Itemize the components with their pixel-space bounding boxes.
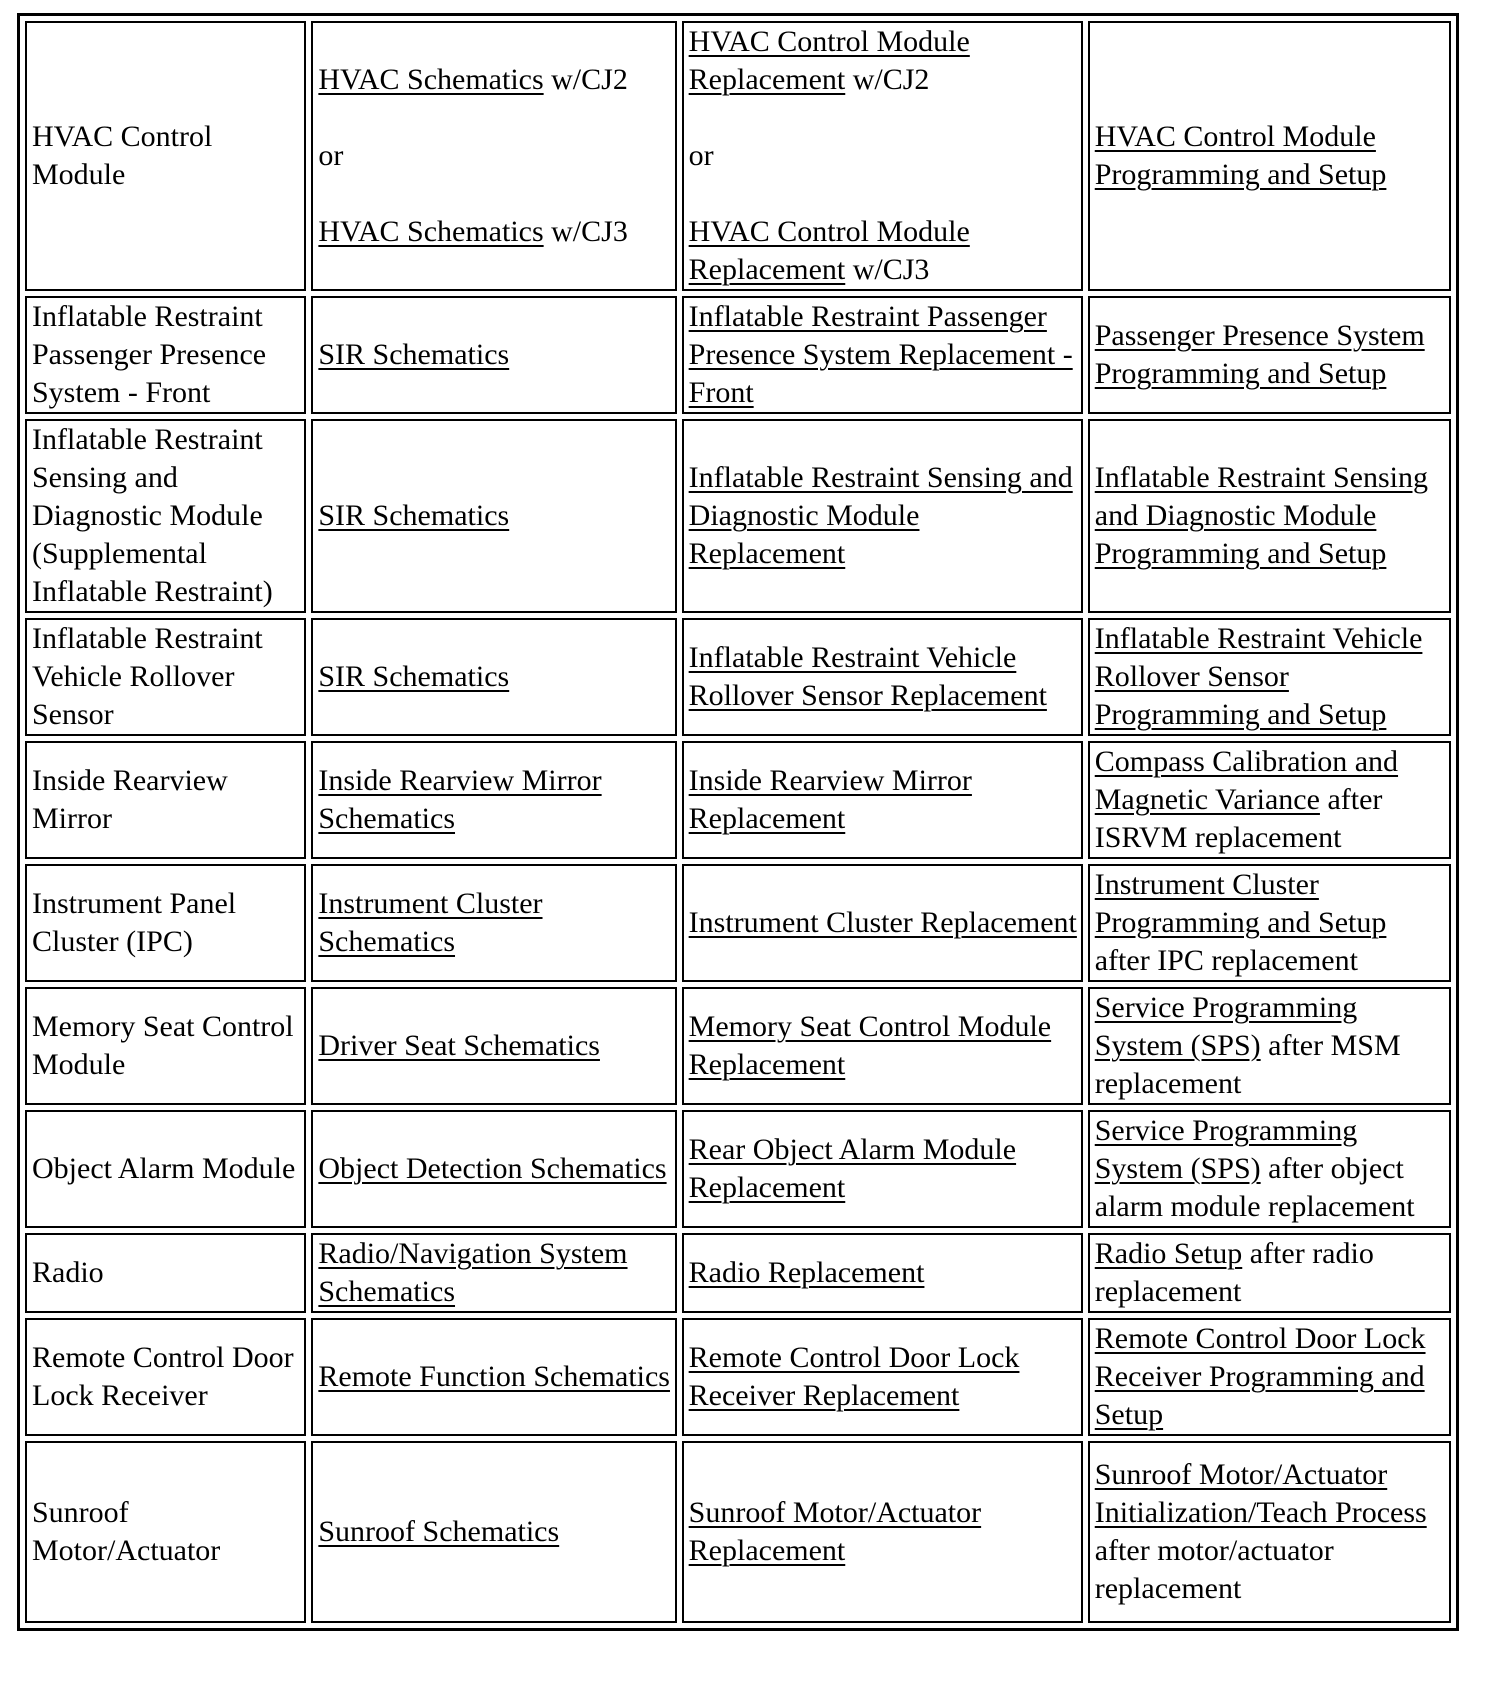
cell-paragraph xyxy=(1095,989,1447,1103)
table-row xyxy=(25,618,1451,736)
replacement-cell xyxy=(682,419,1083,613)
plain-text: w/CJ3 xyxy=(845,253,930,286)
cell-paragraph xyxy=(689,1254,1079,1292)
reference-link[interactable]: Remote Control Door Lock Receiver Programming and Setup xyxy=(1094,1322,1426,1431)
cell-paragraph xyxy=(1095,1320,1447,1434)
table-body xyxy=(25,21,1451,1623)
module-name: Remote Control Door Lock Receiver xyxy=(32,1341,294,1412)
cell-paragraph xyxy=(318,1235,672,1311)
module-name-cell xyxy=(25,618,306,736)
table-row xyxy=(25,741,1451,859)
plain-text: w/CJ3 xyxy=(543,215,628,248)
reference-link[interactable]: Inside Rearview Mirror Schematics xyxy=(318,764,602,835)
reference-link[interactable]: HVAC Schematics xyxy=(318,63,544,96)
cell-paragraph xyxy=(318,1027,672,1065)
table-row xyxy=(25,987,1451,1105)
schematic-cell xyxy=(311,987,676,1105)
cell-paragraph xyxy=(689,1131,1079,1207)
replacement-cell xyxy=(682,21,1083,291)
cell-paragraph xyxy=(318,658,672,696)
reference-link[interactable]: Driver Seat Schematics xyxy=(318,1029,600,1062)
cell-paragraph xyxy=(1095,620,1447,734)
module-name-cell xyxy=(25,1318,306,1436)
cell-paragraph xyxy=(689,1339,1079,1415)
schematic-cell xyxy=(311,741,676,859)
cell-paragraph xyxy=(689,1008,1079,1084)
table-row xyxy=(25,1233,1451,1313)
replacement-cell xyxy=(682,1233,1083,1313)
module-name: Inflatable Restraint Vehicle Rollover Sensor xyxy=(32,622,263,731)
cell-paragraph xyxy=(689,639,1079,715)
programming-cell xyxy=(1088,1318,1451,1436)
reference-link[interactable]: Passenger Presence System Programming and Setup xyxy=(1094,319,1425,390)
reference-link[interactable]: Compass Calibration and Magnetic Variance xyxy=(1094,745,1399,816)
module-name-cell xyxy=(25,1110,306,1228)
programming-cell xyxy=(1088,419,1451,613)
replacement-cell xyxy=(682,296,1083,414)
reference-link[interactable]: SIR Schematics xyxy=(318,338,510,371)
module-name: Inside Rearview Mirror xyxy=(32,764,228,835)
table-row xyxy=(25,1318,1451,1436)
reference-link[interactable]: Service Programming System (SPS) xyxy=(1094,991,1358,1062)
cell-paragraph xyxy=(1095,459,1447,573)
replacement-cell xyxy=(682,1318,1083,1436)
schematic-cell xyxy=(311,419,676,613)
spacer xyxy=(689,175,1079,213)
schematic-cell xyxy=(311,618,676,736)
replacement-cell xyxy=(682,864,1083,982)
reference-link[interactable]: Rear Object Alarm Module Replacement xyxy=(688,1133,1017,1204)
plain-text: or xyxy=(688,139,714,172)
table-row xyxy=(25,419,1451,613)
table-row xyxy=(25,864,1451,982)
reference-link[interactable]: Inflatable Restraint Sensing and Diagnostic Module Replacement xyxy=(688,461,1073,570)
module-name-cell xyxy=(25,1233,306,1313)
reference-link[interactable]: HVAC Control Module Replacement xyxy=(688,25,970,96)
module-name-cell xyxy=(25,296,306,414)
module-name: Instrument Panel Cluster (IPC) xyxy=(32,887,237,958)
reference-link[interactable]: Radio Setup xyxy=(1094,1237,1243,1270)
programming-cell xyxy=(1088,864,1451,982)
reference-link[interactable]: Instrument Cluster Replacement xyxy=(688,906,1077,939)
schematic-cell xyxy=(311,1110,676,1228)
spacer xyxy=(318,175,672,213)
programming-cell xyxy=(1088,618,1451,736)
cell-paragraph xyxy=(318,1150,672,1188)
module-name-cell xyxy=(25,987,306,1105)
reference-link[interactable]: SIR Schematics xyxy=(318,499,510,532)
module-name-cell xyxy=(25,1441,306,1623)
cell-paragraph xyxy=(689,298,1079,412)
module-reference-table xyxy=(17,13,1459,1631)
reference-link[interactable]: Inflatable Restraint Sensing and Diagnostic Module Programming and Setup xyxy=(1094,461,1429,570)
module-name-cell xyxy=(25,864,306,982)
replacement-cell xyxy=(682,618,1083,736)
module-name: Memory Seat Control Module xyxy=(32,1010,294,1081)
cell-paragraph xyxy=(318,213,672,251)
plain-text: after ISRVM replacement xyxy=(1094,783,1383,854)
cell-paragraph xyxy=(1095,1235,1447,1311)
spacer xyxy=(318,99,672,137)
cell-paragraph xyxy=(318,762,672,838)
replacement-cell xyxy=(682,1110,1083,1228)
schematic-cell xyxy=(311,296,676,414)
cell-paragraph xyxy=(689,213,1079,289)
reference-link[interactable]: Inflatable Restraint Vehicle Rollover Sensor Programming and Setup xyxy=(1094,622,1423,731)
cell-paragraph xyxy=(689,23,1079,99)
schematic-cell xyxy=(311,1441,676,1623)
reference-link[interactable]: Radio Replacement xyxy=(688,1256,925,1289)
reference-link[interactable]: Radio/Navigation System Schematics xyxy=(318,1237,628,1308)
reference-link[interactable]: Remote Function Schematics xyxy=(318,1360,670,1393)
cell-paragraph xyxy=(1095,866,1447,980)
reference-link[interactable]: Service Programming System (SPS) xyxy=(1094,1114,1358,1185)
cell-paragraph xyxy=(689,459,1079,573)
module-name: Inflatable Restraint Passenger Presence System - Front xyxy=(32,300,267,409)
plain-text: w/CJ2 xyxy=(845,63,930,96)
cell-paragraph xyxy=(318,336,672,374)
schematic-cell xyxy=(311,1233,676,1313)
module-name-cell xyxy=(25,741,306,859)
reference-link[interactable]: SIR Schematics xyxy=(318,660,510,693)
programming-cell xyxy=(1088,1441,1451,1623)
reference-link[interactable]: Instrument Cluster Schematics xyxy=(318,887,543,958)
cell-paragraph xyxy=(1095,1112,1447,1226)
programming-cell xyxy=(1088,296,1451,414)
schematic-cell xyxy=(311,1318,676,1436)
reference-link[interactable]: Instrument Cluster Programming and Setup xyxy=(1094,868,1387,939)
schematic-cell xyxy=(311,21,676,291)
cell-paragraph xyxy=(318,497,672,535)
reference-link[interactable]: Memory Seat Control Module Replacement xyxy=(688,1010,1052,1081)
module-name: Radio xyxy=(32,1256,104,1289)
reference-link[interactable]: Inflatable Restraint Vehicle Rollover Sensor Replacement xyxy=(688,641,1047,712)
reference-link[interactable]: HVAC Control Module Programming and Setup xyxy=(1094,120,1387,191)
schematic-cell xyxy=(311,864,676,982)
replacement-cell xyxy=(682,1441,1083,1623)
plain-text: w/CJ2 xyxy=(543,63,628,96)
cell-paragraph xyxy=(318,885,672,961)
table-row xyxy=(25,1110,1451,1228)
cell-paragraph xyxy=(318,61,672,99)
plain-text: after IPC replacement xyxy=(1094,944,1358,977)
module-name: Sunroof Motor/Actuator xyxy=(32,1496,221,1567)
reference-link[interactable]: Remote Control Door Lock Receiver Replacement xyxy=(688,1341,1020,1412)
module-name-cell xyxy=(25,419,306,613)
programming-cell xyxy=(1088,987,1451,1105)
cell-paragraph xyxy=(1095,317,1447,393)
cell-paragraph xyxy=(318,1513,672,1551)
reference-link[interactable]: HVAC Control Module Replacement xyxy=(688,215,970,286)
reference-link[interactable]: Inflatable Restraint Passenger Presence System Replacement - Front xyxy=(688,300,1073,409)
cell-paragraph xyxy=(689,137,1079,175)
module-name-cell xyxy=(25,21,306,291)
reference-link[interactable]: Sunroof Motor/Actuator Replacement xyxy=(688,1496,982,1567)
module-name: Inflatable Restraint Sensing and Diagnostic Module (Supplemental Inflatable Restraint) xyxy=(32,423,273,608)
cell-paragraph xyxy=(1095,118,1447,194)
cell-paragraph xyxy=(689,1494,1079,1570)
plain-text: after object alarm module replacement xyxy=(1094,1152,1415,1223)
plain-text: after MSM replacement xyxy=(1094,1029,1401,1100)
module-name: HVAC Control Module xyxy=(32,120,213,191)
replacement-cell xyxy=(682,741,1083,859)
module-name: Object Alarm Module xyxy=(32,1152,296,1185)
cell-paragraph xyxy=(318,1358,672,1396)
cell-paragraph xyxy=(689,762,1079,838)
replacement-cell xyxy=(682,987,1083,1105)
reference-link[interactable]: Inside Rearview Mirror Replacement xyxy=(688,764,972,835)
cell-paragraph xyxy=(689,904,1079,942)
cell-paragraph xyxy=(318,137,672,175)
table-row xyxy=(25,1441,1451,1623)
plain-text: after motor/actuator replacement xyxy=(1094,1534,1334,1605)
spacer xyxy=(689,99,1079,137)
programming-cell xyxy=(1088,741,1451,859)
cell-paragraph xyxy=(1095,743,1447,857)
reference-link[interactable]: HVAC Schematics xyxy=(318,215,544,248)
reference-link[interactable]: Object Detection Schematics xyxy=(318,1152,667,1185)
reference-link[interactable]: Sunroof Motor/Actuator Initialization/Teach Process xyxy=(1094,1458,1427,1529)
programming-cell xyxy=(1088,1110,1451,1228)
plain-text: or xyxy=(318,139,344,172)
table-row xyxy=(25,21,1451,291)
reference-link[interactable]: Sunroof Schematics xyxy=(318,1515,560,1548)
programming-cell xyxy=(1088,21,1451,291)
cell-paragraph xyxy=(1095,1456,1447,1608)
plain-text: after radio replacement xyxy=(1094,1237,1374,1308)
table-row xyxy=(25,296,1451,414)
programming-cell xyxy=(1088,1233,1451,1313)
